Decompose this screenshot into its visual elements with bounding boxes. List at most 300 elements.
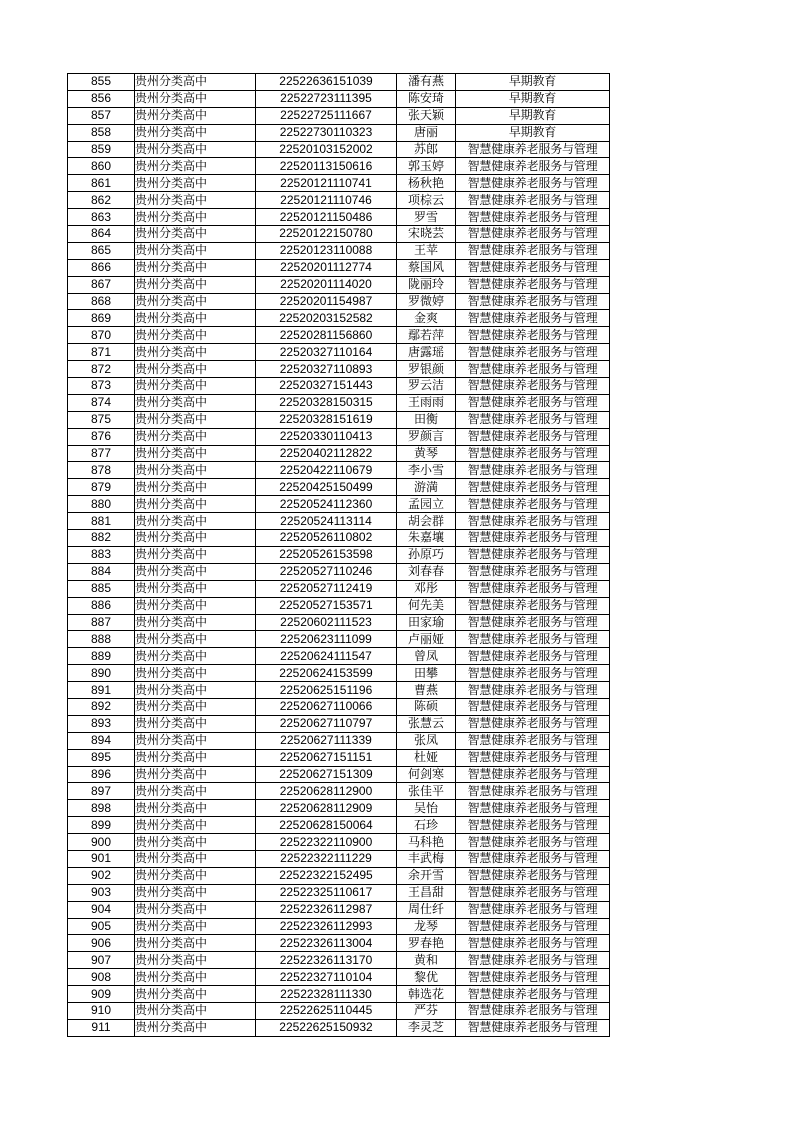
exam-id-cell: 22520201114020 (256, 276, 397, 293)
category-cell: 贵州分类高中 (135, 445, 256, 462)
table-row (68, 800, 610, 817)
exam-id-cell: 22520327151443 (256, 378, 397, 395)
exam-id-cell: 22520524113114 (256, 513, 397, 530)
student-name-cell: 李灵芝 (397, 1019, 456, 1036)
student-name-cell: 张天颖 (397, 107, 456, 124)
major-cell: 智慧健康养老服务与管理 (456, 479, 610, 496)
exam-id-cell: 22520121110746 (256, 192, 397, 209)
student-name-cell: 曹燕 (397, 682, 456, 699)
category-cell: 贵州分类高中 (135, 327, 256, 344)
row-number-cell: 881 (68, 513, 135, 530)
row-number-cell: 876 (68, 428, 135, 445)
table-row (68, 952, 610, 969)
row-number-cell: 870 (68, 327, 135, 344)
row-number-cell: 888 (68, 631, 135, 648)
row-number-cell: 856 (68, 90, 135, 107)
exam-id-cell: 22520527112419 (256, 580, 397, 597)
major-cell: 智慧健康养老服务与管理 (456, 1019, 610, 1036)
exam-id-cell: 22520526153598 (256, 546, 397, 563)
category-cell: 贵州分类高中 (135, 698, 256, 715)
exam-id-cell: 22522328111330 (256, 986, 397, 1003)
major-cell: 智慧健康养老服务与管理 (456, 276, 610, 293)
exam-id-cell: 22520203152582 (256, 310, 397, 327)
row-number-cell: 893 (68, 715, 135, 732)
exam-id-cell: 22520113150616 (256, 158, 397, 175)
major-cell: 智慧健康养老服务与管理 (456, 378, 610, 395)
student-name-cell: 罗颜言 (397, 428, 456, 445)
table-row (68, 749, 610, 766)
major-cell: 智慧健康养老服务与管理 (456, 698, 610, 715)
student-name-cell: 朱嘉壤 (397, 530, 456, 547)
category-cell: 贵州分类高中 (135, 800, 256, 817)
category-cell: 贵州分类高中 (135, 192, 256, 209)
student-name-cell: 王苹 (397, 242, 456, 259)
exam-id-cell: 22522326113004 (256, 935, 397, 952)
category-cell: 贵州分类高中 (135, 175, 256, 192)
student-name-cell: 邓彤 (397, 580, 456, 597)
major-cell: 早期教育 (456, 90, 610, 107)
row-number-cell: 861 (68, 175, 135, 192)
student-name-cell: 周仕纤 (397, 901, 456, 918)
category-cell: 贵州分类高中 (135, 462, 256, 479)
exam-id-cell: 22522326112987 (256, 901, 397, 918)
row-number-cell: 902 (68, 867, 135, 884)
table-row (68, 732, 610, 749)
row-number-cell: 907 (68, 952, 135, 969)
row-number-cell: 860 (68, 158, 135, 175)
student-name-cell: 何先美 (397, 597, 456, 614)
major-cell: 智慧健康养老服务与管理 (456, 158, 610, 175)
table-row (68, 259, 610, 276)
row-number-cell: 905 (68, 918, 135, 935)
major-cell: 智慧健康养老服务与管理 (456, 834, 610, 851)
major-cell: 智慧健康养老服务与管理 (456, 935, 610, 952)
major-cell: 智慧健康养老服务与管理 (456, 327, 610, 344)
table-row (68, 546, 610, 563)
major-cell: 早期教育 (456, 124, 610, 141)
student-name-cell: 张佳平 (397, 783, 456, 800)
row-number-cell: 880 (68, 496, 135, 513)
student-name-cell: 田攀 (397, 665, 456, 682)
exam-id-cell: 22522322152495 (256, 867, 397, 884)
table-row (68, 1002, 610, 1019)
category-cell: 贵州分类高中 (135, 715, 256, 732)
category-cell: 贵州分类高中 (135, 580, 256, 597)
category-cell: 贵州分类高中 (135, 817, 256, 834)
row-number-cell: 909 (68, 986, 135, 1003)
row-number-cell: 887 (68, 614, 135, 631)
row-number-cell: 903 (68, 884, 135, 901)
exam-id-cell: 22520527110246 (256, 563, 397, 580)
table-row (68, 175, 610, 192)
major-cell: 智慧健康养老服务与管理 (456, 293, 610, 310)
exam-id-cell: 22520628112900 (256, 783, 397, 800)
table-row (68, 479, 610, 496)
row-number-cell: 886 (68, 597, 135, 614)
category-cell: 贵州分类高中 (135, 884, 256, 901)
major-cell: 智慧健康养老服务与管理 (456, 546, 610, 563)
category-cell: 贵州分类高中 (135, 952, 256, 969)
exam-id-cell: 22520422110679 (256, 462, 397, 479)
student-name-cell: 何剑寒 (397, 766, 456, 783)
major-cell: 智慧健康养老服务与管理 (456, 445, 610, 462)
exam-id-cell: 22522326112993 (256, 918, 397, 935)
table-row (68, 1019, 610, 1036)
row-number-cell: 884 (68, 563, 135, 580)
student-name-cell: 罗微婷 (397, 293, 456, 310)
table-row (68, 192, 610, 209)
table-row (68, 394, 610, 411)
major-cell: 智慧健康养老服务与管理 (456, 749, 610, 766)
row-number-cell: 910 (68, 1002, 135, 1019)
row-number-cell: 868 (68, 293, 135, 310)
major-cell: 智慧健康养老服务与管理 (456, 715, 610, 732)
major-cell: 智慧健康养老服务与管理 (456, 614, 610, 631)
exam-id-cell: 22522725111667 (256, 107, 397, 124)
table-row (68, 901, 610, 918)
student-name-cell: 卢丽娅 (397, 631, 456, 648)
student-name-cell: 罗春艳 (397, 935, 456, 952)
table-row (68, 462, 610, 479)
table-row (68, 90, 610, 107)
table-row (68, 226, 610, 243)
major-cell: 智慧健康养老服务与管理 (456, 175, 610, 192)
student-name-cell: 石珍 (397, 817, 456, 834)
table-row (68, 327, 610, 344)
table-row (68, 141, 610, 158)
major-cell: 早期教育 (456, 74, 610, 91)
exam-id-cell: 22520628112909 (256, 800, 397, 817)
table-row (68, 276, 610, 293)
student-name-cell: 唐丽 (397, 124, 456, 141)
category-cell: 贵州分类高中 (135, 293, 256, 310)
student-name-cell: 李小雪 (397, 462, 456, 479)
table-row (68, 411, 610, 428)
student-name-cell: 游満 (397, 479, 456, 496)
major-cell: 智慧健康养老服务与管理 (456, 513, 610, 530)
row-number-cell: 865 (68, 242, 135, 259)
category-cell: 贵州分类高中 (135, 479, 256, 496)
table-row (68, 918, 610, 935)
exam-id-cell: 22522322111229 (256, 850, 397, 867)
student-name-cell: 刘春春 (397, 563, 456, 580)
row-number-cell: 904 (68, 901, 135, 918)
student-name-cell: 吴怡 (397, 800, 456, 817)
student-name-cell: 田家瑜 (397, 614, 456, 631)
major-cell: 智慧健康养老服务与管理 (456, 530, 610, 547)
student-name-cell: 韩选花 (397, 986, 456, 1003)
row-number-cell: 911 (68, 1019, 135, 1036)
student-name-cell: 王昌甜 (397, 884, 456, 901)
table-row (68, 986, 610, 1003)
major-cell: 智慧健康养老服务与管理 (456, 969, 610, 986)
student-name-cell: 黎优 (397, 969, 456, 986)
exam-id-cell: 22520627111339 (256, 732, 397, 749)
category-cell: 贵州分类高中 (135, 867, 256, 884)
exam-id-cell: 22520624153599 (256, 665, 397, 682)
student-name-cell: 潘有燕 (397, 74, 456, 91)
row-number-cell: 866 (68, 259, 135, 276)
exam-id-cell: 22522326113170 (256, 952, 397, 969)
table-row (68, 766, 610, 783)
row-number-cell: 862 (68, 192, 135, 209)
row-number-cell: 898 (68, 800, 135, 817)
table-row (68, 378, 610, 395)
major-cell: 智慧健康养老服务与管理 (456, 259, 610, 276)
major-cell: 智慧健康养老服务与管理 (456, 732, 610, 749)
table-row (68, 867, 610, 884)
row-number-cell: 896 (68, 766, 135, 783)
table-row (68, 665, 610, 682)
major-cell: 智慧健康养老服务与管理 (456, 952, 610, 969)
student-name-cell: 蔡国风 (397, 259, 456, 276)
major-cell: 智慧健康养老服务与管理 (456, 597, 610, 614)
student-name-cell: 曾凤 (397, 648, 456, 665)
table-row (68, 293, 610, 310)
table-row (68, 597, 610, 614)
table-row (68, 310, 610, 327)
major-cell: 智慧健康养老服务与管理 (456, 783, 610, 800)
category-cell: 贵州分类高中 (135, 783, 256, 800)
table-row (68, 698, 610, 715)
student-name-cell: 宋晓芸 (397, 226, 456, 243)
category-cell: 贵州分类高中 (135, 361, 256, 378)
major-cell: 智慧健康养老服务与管理 (456, 648, 610, 665)
major-cell: 智慧健康养老服务与管理 (456, 665, 610, 682)
table-row (68, 74, 610, 91)
student-name-cell: 罗云洁 (397, 378, 456, 395)
category-cell: 贵州分类高中 (135, 124, 256, 141)
major-cell: 智慧健康养老服务与管理 (456, 141, 610, 158)
row-number-cell: 855 (68, 74, 135, 91)
row-number-cell: 901 (68, 850, 135, 867)
category-cell: 贵州分类高中 (135, 209, 256, 226)
student-name-cell: 杨秋艳 (397, 175, 456, 192)
student-name-cell: 罗雪 (397, 209, 456, 226)
exam-id-cell: 22520121150486 (256, 209, 397, 226)
exam-id-cell: 22520527153571 (256, 597, 397, 614)
student-name-cell: 黄琴 (397, 445, 456, 462)
category-cell: 贵州分类高中 (135, 259, 256, 276)
admission-list-table (67, 73, 610, 1037)
student-name-cell: 丰武梅 (397, 850, 456, 867)
major-cell: 智慧健康养老服务与管理 (456, 428, 610, 445)
row-number-cell: 874 (68, 394, 135, 411)
row-number-cell: 899 (68, 817, 135, 834)
table-row (68, 580, 610, 597)
category-cell: 贵州分类高中 (135, 969, 256, 986)
student-name-cell: 陈硕 (397, 698, 456, 715)
student-name-cell: 金爽 (397, 310, 456, 327)
table-row (68, 834, 610, 851)
row-number-cell: 894 (68, 732, 135, 749)
category-cell: 贵州分类高中 (135, 242, 256, 259)
row-number-cell: 885 (68, 580, 135, 597)
exam-id-cell: 22522625150932 (256, 1019, 397, 1036)
row-number-cell: 879 (68, 479, 135, 496)
exam-id-cell: 22520602111523 (256, 614, 397, 631)
major-cell: 智慧健康养老服务与管理 (456, 394, 610, 411)
exam-id-cell: 22520328151619 (256, 411, 397, 428)
row-number-cell: 863 (68, 209, 135, 226)
table-row (68, 428, 610, 445)
row-number-cell: 883 (68, 546, 135, 563)
row-number-cell: 908 (68, 969, 135, 986)
table-row (68, 513, 610, 530)
student-name-cell: 胡会群 (397, 513, 456, 530)
category-cell: 贵州分类高中 (135, 935, 256, 952)
table-row (68, 361, 610, 378)
category-cell: 贵州分类高中 (135, 344, 256, 361)
major-cell: 智慧健康养老服务与管理 (456, 496, 610, 513)
student-name-cell: 杜娅 (397, 749, 456, 766)
table-row (68, 209, 610, 226)
table-body (68, 74, 610, 1037)
major-cell: 智慧健康养老服务与管理 (456, 563, 610, 580)
student-name-cell: 马科艳 (397, 834, 456, 851)
major-cell: 智慧健康养老服务与管理 (456, 800, 610, 817)
student-name-cell: 龙琴 (397, 918, 456, 935)
row-number-cell: 873 (68, 378, 135, 395)
category-cell: 贵州分类高中 (135, 141, 256, 158)
student-name-cell: 田衡 (397, 411, 456, 428)
major-cell: 智慧健康养老服务与管理 (456, 986, 610, 1003)
exam-id-cell: 22520281156860 (256, 327, 397, 344)
table-row (68, 715, 610, 732)
table-row (68, 158, 610, 175)
student-name-cell: 孟园立 (397, 496, 456, 513)
exam-id-cell: 22520328150315 (256, 394, 397, 411)
table-row (68, 344, 610, 361)
row-number-cell: 859 (68, 141, 135, 158)
category-cell: 贵州分类高中 (135, 850, 256, 867)
exam-id-cell: 22520122150780 (256, 226, 397, 243)
exam-id-cell: 22520402112822 (256, 445, 397, 462)
exam-id-cell: 22520327110164 (256, 344, 397, 361)
major-cell: 智慧健康养老服务与管理 (456, 462, 610, 479)
table-row (68, 969, 610, 986)
category-cell: 贵州分类高中 (135, 631, 256, 648)
row-number-cell: 857 (68, 107, 135, 124)
exam-id-cell: 22522730110323 (256, 124, 397, 141)
student-name-cell: 张凤 (397, 732, 456, 749)
category-cell: 贵州分类高中 (135, 766, 256, 783)
category-cell: 贵州分类高中 (135, 394, 256, 411)
category-cell: 贵州分类高中 (135, 1002, 256, 1019)
major-cell: 早期教育 (456, 107, 610, 124)
major-cell: 智慧健康养老服务与管理 (456, 580, 610, 597)
row-number-cell: 895 (68, 749, 135, 766)
exam-id-cell: 22520201112774 (256, 259, 397, 276)
student-name-cell: 罗银颜 (397, 361, 456, 378)
row-number-cell: 872 (68, 361, 135, 378)
category-cell: 贵州分类高中 (135, 226, 256, 243)
exam-id-cell: 22520121110741 (256, 175, 397, 192)
major-cell: 智慧健康养老服务与管理 (456, 867, 610, 884)
category-cell: 贵州分类高中 (135, 411, 256, 428)
exam-id-cell: 22520327110893 (256, 361, 397, 378)
exam-id-cell: 22520524112360 (256, 496, 397, 513)
row-number-cell: 891 (68, 682, 135, 699)
student-name-cell: 苏郎 (397, 141, 456, 158)
exam-id-cell: 22522625110445 (256, 1002, 397, 1019)
table-row (68, 242, 610, 259)
exam-id-cell: 22522723111395 (256, 90, 397, 107)
student-name-cell: 王雨雨 (397, 394, 456, 411)
major-cell: 智慧健康养老服务与管理 (456, 209, 610, 226)
exam-id-cell: 22520425150499 (256, 479, 397, 496)
table-row (68, 445, 610, 462)
major-cell: 智慧健康养老服务与管理 (456, 411, 610, 428)
category-cell: 贵州分类高中 (135, 158, 256, 175)
student-name-cell: 黄和 (397, 952, 456, 969)
category-cell: 贵州分类高中 (135, 90, 256, 107)
student-name-cell: 余开雪 (397, 867, 456, 884)
category-cell: 贵州分类高中 (135, 682, 256, 699)
table-row (68, 496, 610, 513)
category-cell: 贵州分类高中 (135, 732, 256, 749)
row-number-cell: 858 (68, 124, 135, 141)
category-cell: 贵州分类高中 (135, 901, 256, 918)
category-cell: 贵州分类高中 (135, 597, 256, 614)
table-row (68, 817, 610, 834)
student-name-cell: 陈安琦 (397, 90, 456, 107)
category-cell: 贵州分类高中 (135, 648, 256, 665)
table-row (68, 614, 610, 631)
category-cell: 贵州分类高中 (135, 1019, 256, 1036)
row-number-cell: 892 (68, 698, 135, 715)
student-name-cell: 唐露瑶 (397, 344, 456, 361)
row-number-cell: 906 (68, 935, 135, 952)
exam-id-cell: 22520627110066 (256, 698, 397, 715)
student-name-cell: 孙原巧 (397, 546, 456, 563)
table-row (68, 631, 610, 648)
major-cell: 智慧健康养老服务与管理 (456, 344, 610, 361)
row-number-cell: 877 (68, 445, 135, 462)
major-cell: 智慧健康养老服务与管理 (456, 192, 610, 209)
row-number-cell: 871 (68, 344, 135, 361)
row-number-cell: 878 (68, 462, 135, 479)
major-cell: 智慧健康养老服务与管理 (456, 631, 610, 648)
exam-id-cell: 22520330110413 (256, 428, 397, 445)
row-number-cell: 889 (68, 648, 135, 665)
exam-id-cell: 22520628150064 (256, 817, 397, 834)
major-cell: 智慧健康养老服务与管理 (456, 310, 610, 327)
exam-id-cell: 22520103152002 (256, 141, 397, 158)
row-number-cell: 882 (68, 530, 135, 547)
category-cell: 贵州分类高中 (135, 276, 256, 293)
row-number-cell: 890 (68, 665, 135, 682)
exam-id-cell: 22520627110797 (256, 715, 397, 732)
exam-id-cell: 22522325110617 (256, 884, 397, 901)
exam-id-cell: 22520123110088 (256, 242, 397, 259)
table-row (68, 530, 610, 547)
table-row (68, 682, 610, 699)
exam-id-cell: 22520627151151 (256, 749, 397, 766)
table-row (68, 648, 610, 665)
exam-id-cell: 22520526110802 (256, 530, 397, 547)
category-cell: 贵州分类高中 (135, 563, 256, 580)
category-cell: 贵州分类高中 (135, 428, 256, 445)
major-cell: 智慧健康养老服务与管理 (456, 884, 610, 901)
exam-id-cell: 22522327110104 (256, 969, 397, 986)
student-name-cell: 郭玉婷 (397, 158, 456, 175)
exam-id-cell: 22520625151196 (256, 682, 397, 699)
major-cell: 智慧健康养老服务与管理 (456, 901, 610, 918)
category-cell: 贵州分类高中 (135, 496, 256, 513)
major-cell: 智慧健康养老服务与管理 (456, 1002, 610, 1019)
exam-id-cell: 22520201154987 (256, 293, 397, 310)
